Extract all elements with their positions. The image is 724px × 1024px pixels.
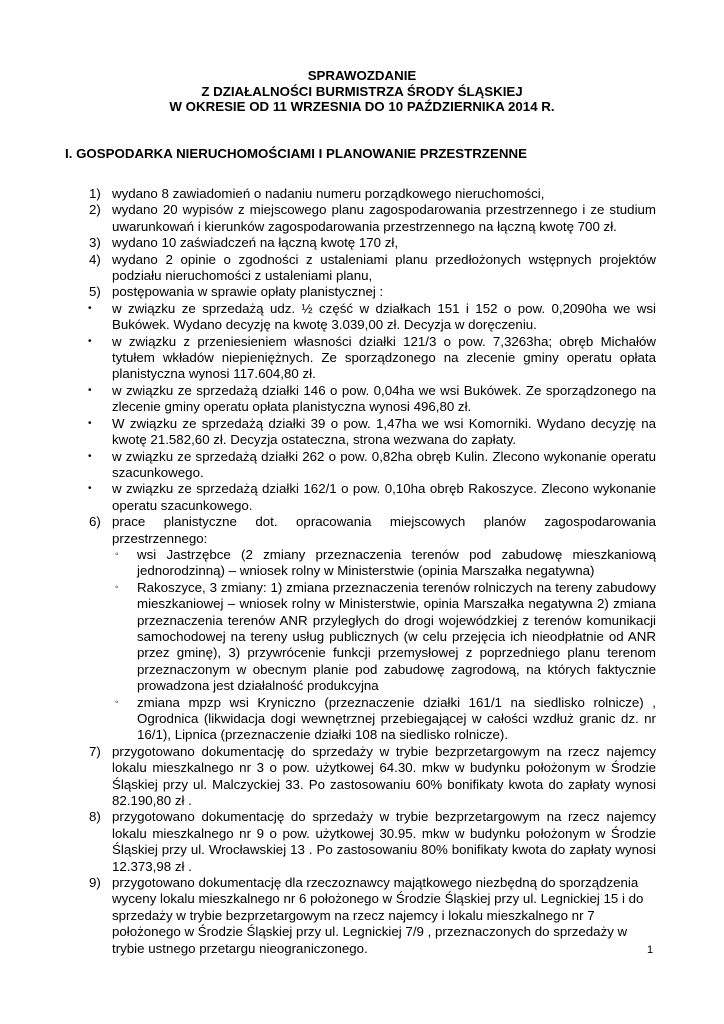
bullet-icon: • xyxy=(88,483,92,495)
title-line-1: SPRAWOZDANIE xyxy=(307,68,417,83)
list-item-5 xyxy=(84,284,656,300)
bullet-item-1 xyxy=(84,301,656,334)
section-heading: I. GOSPODARKA NIERUCHOMOŚCIAMI I PLANOWANIE PRZESTRZENNE xyxy=(65,146,527,161)
sub-item-1 xyxy=(84,547,656,580)
item-text: wydano 8 zawiadomień o nadaniu numeru porządkowego nieruchomości, xyxy=(112,186,545,201)
bullet-icon: • xyxy=(88,450,92,462)
list-item-2 xyxy=(84,202,656,235)
page-number: 1 xyxy=(647,944,654,956)
item-text: w związku z przeniesieniem własności działki 121/3 o pow. 7,3263ha; obręb Michałów tytułem wkładów niepieniężnych. Ze sporządzonego na zlecenie gminy operatu opłata planistyczna wynosi 117.604,80 zł. xyxy=(112,333,656,382)
list-item-6 xyxy=(84,514,656,547)
bullet-icon: • xyxy=(88,335,92,347)
item-text: w związku ze sprzedażą działki 162/1 o pow. 0,10ha obręb Rakoszyce. Zlecono wykonanie operatu szacunkowego. xyxy=(112,481,656,513)
circle-bullet-icon: ◦ xyxy=(115,581,119,593)
bullet-icon: • xyxy=(88,302,92,314)
item-text: prace planistyczne dot. opracowania miejscowych planów zagospodarowania przestrzennego: xyxy=(112,514,656,546)
item-text: przygotowano dokumentację do sprzedaży w trybie bezprzetargowym na rzecz najemcy lokalu mieszkalnego nr 9 o pow. użytkowej 30.95. mkw w budynku położonym w Środzie Śląskiej przy ul. Wrocławskiej 13 . Po zastosowaniu 80% bonifikaty kwota do zapłaty wynosi 12.373,98 zł . xyxy=(112,809,656,874)
list-item-8 xyxy=(84,809,656,875)
document-title xyxy=(0,68,724,115)
item-text: wydano 10 zaświadczeń na łączną kwotę 170 zł, xyxy=(112,235,399,251)
bullet-item-4 xyxy=(84,416,656,449)
item-text: przygotowano dokumentację do sprzedaży w trybie bezprzetargowym na rzecz najemcy lokalu mieszkalnego nr 3 o pow. użytkowej 64.30. mkw w budynku położonym w Środzie Śląskiej przy ul. Malczyckiej 33. Po zastosowaniu 60% bonifikaty kwota do zapłaty wynosi 82.190,80 zł . xyxy=(112,743,656,809)
sub-item-2 xyxy=(84,580,656,695)
list-item-9 xyxy=(84,875,656,957)
item-text: w związku ze sprzedażą działki 262 o pow. 0,82ha obręb Kulin. Zlecono wykonanie operatu szacunkowego. xyxy=(112,448,656,480)
item-text: w związku ze sprzedażą działki 146 o pow. 0,04ha we wsi Bukówek. Ze sporządzonego na zlecenie gminy operatu opłata planistyczna wynosi 496,80 zł. xyxy=(112,382,656,415)
item-text: przygotowano dokumentację dla rzeczoznawcy majątkowego niezbędną do sporządzenia wyceny lokalu mieszkalnego nr 6 położonego w Środzie Śląskiej przy ul. Legnickiej 15 i do sprzedaży w trybie bezprzetargowym na rzecz najemcy i lokalu mieszkalnego nr 7 położonego w Środzie Śląskiej przy ul. Legnickiej 7/9 , przeznaczonych do sprzedaży w trybie ustnego przetargu nieograniczonego. xyxy=(112,875,644,956)
report-list xyxy=(84,186,656,957)
list-item-3 xyxy=(84,235,656,251)
item-number: 1) xyxy=(89,186,101,201)
item-text: wydano 2 opinie o zgodności z ustaleniami planu przedłożonych wstępnych projektów podziału nieruchomości z ustaleniami planu, xyxy=(112,251,656,284)
bullet-icon: • xyxy=(88,417,92,429)
sub-item-3 xyxy=(84,695,656,744)
item-text: wydano 20 wypisów z miejscowego planu zagospodarowania przestrzennego i ze studium uwarunkowań i kierunków zagospodarowania przestrzennego na łączną kwotę 700 zł. xyxy=(112,202,656,234)
item-number: 6) xyxy=(89,514,101,530)
item-number: 7) xyxy=(89,743,101,759)
item-text: W związku ze sprzedażą działki 39 o pow. 1,47ha we wsi Komorniki. Wydano decyzję na kwotę 21.582,60 zł. Decyzja ostateczna, strona wezwana do zapłaty. xyxy=(112,415,656,448)
item-number: 3) xyxy=(89,235,101,251)
list-item-7 xyxy=(84,744,656,810)
bullet-item-3 xyxy=(84,383,656,416)
item-text: Rakoszyce, 3 zmiany: 1) zmiana przeznaczenia terenów rolniczych na tereny zabudowy mieszkaniowej – wniosek rolny w Ministerstwie, opinia Marszałka negatywna 2) zmiana przeznaczenia terenów ANR przyległych do drogi wojewódzkiej z terenów komunikacji samochodowej na tereny usług publicznych (w celu przejęcia ich nieodpłatnie od ANR przez gminę), 3) przywrócenie funkcji przemysłowej z poprzedniego planu terenom przeznaczonym w obecnym planie pod zabudowę zagrodową, na których faktycznie prowadzona jest działalność produkcyjna xyxy=(137,579,656,694)
item-text: wsi Jastrzębce (2 zmiany przeznaczenia terenów pod zabudowę mieszkaniową jednorodzinną) – wniosek rolny w Ministerstwie (opinia Marszałka negatywna) xyxy=(137,546,656,579)
circle-bullet-icon: ◦ xyxy=(115,548,119,560)
item-number: 2) xyxy=(89,202,101,218)
item-number: 8) xyxy=(89,809,101,825)
item-number: 9) xyxy=(89,875,101,891)
item-number: 5) xyxy=(89,284,101,300)
bullet-item-5 xyxy=(84,449,656,482)
bullet-icon: • xyxy=(88,384,92,396)
bullet-item-2 xyxy=(84,334,656,383)
list-item-4 xyxy=(84,252,656,285)
title-line-3: W OKRESIE OD 11 WRZESNIA DO 10 PAŹDZIERNIKA 2014 R. xyxy=(169,99,555,115)
item-text: postępowania w sprawie opłaty planistycznej : xyxy=(112,284,384,300)
circle-bullet-icon: ◦ xyxy=(115,696,119,708)
title-line-2: Z DZIAŁALNOŚCI BURMISTRZA ŚRODY ŚLĄSKIEJ xyxy=(201,83,523,99)
item-text: w związku ze sprzedażą udz. ½ część w działkach 151 i 152 o pow. 0,2090ha we wsi Bukówek. Wydano decyzję na kwotę 3.039,00 zł. Decyzja w doręczeniu. xyxy=(112,300,656,333)
item-number: 4) xyxy=(89,251,101,267)
list-item-1 xyxy=(84,186,656,202)
bullet-item-6 xyxy=(84,481,656,514)
item-text: zmiana mpzp wsi Kryniczno (przeznaczenie działki 161/1 na siedlisko rolnicze) , Ogrodnica (likwidacja dogi wewnętrznej przebiegającej w całości wzdłuż granic dz. nr 16/1), Lipnica (przeznaczenie działki 108 na siedlisko rolnicze). xyxy=(137,694,656,743)
